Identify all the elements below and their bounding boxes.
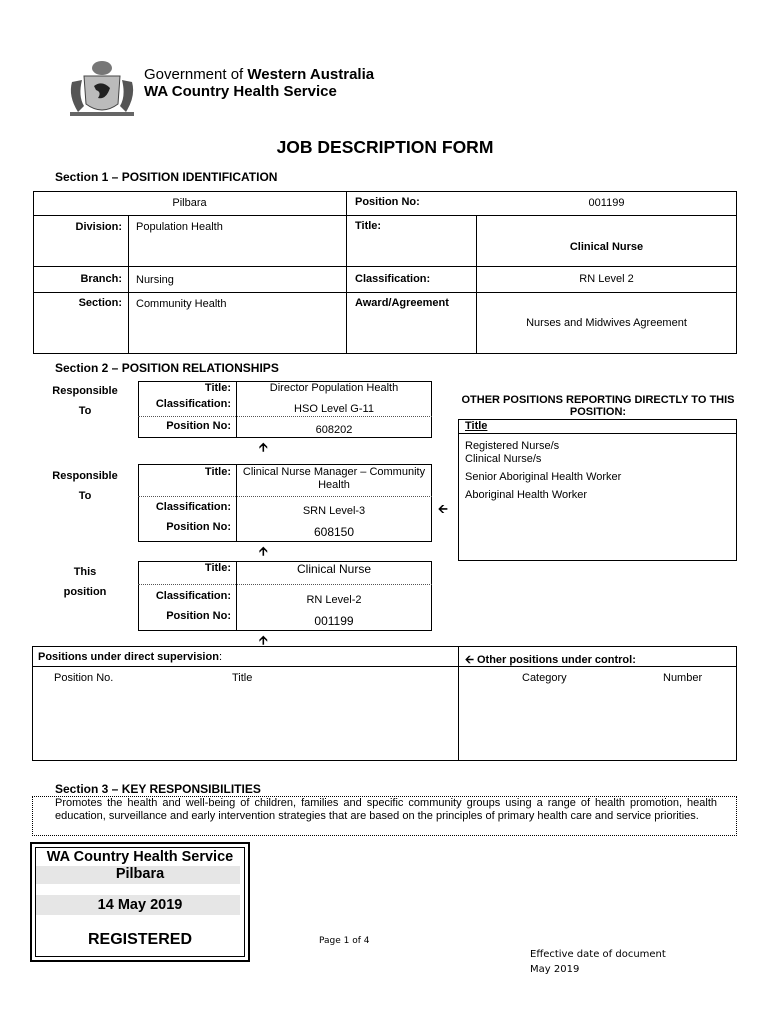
section3-heading: Section 3 – KEY RESPONSIBILITIES — [55, 782, 261, 796]
award-label: Award/Agreement — [355, 297, 449, 309]
col-number: Number — [663, 672, 703, 684]
form-title: JOB DESCRIPTION FORM — [276, 137, 494, 157]
direct-supervision-label: Positions under direct supervision: — [38, 651, 222, 663]
stamp-status: REGISTERED — [87, 931, 192, 948]
section-value: Community Health — [136, 298, 227, 310]
supervisor2-position-no: 608150 — [313, 525, 355, 539]
key-responsibilities-text: Promotes the health and well-being of children, families and specific community groups using a range of health promotion, health education, surveillance and early intervention strategies that are based on the principles of primary health care and service priorities. — [55, 797, 717, 822]
col-category: Category — [522, 672, 567, 684]
responsible-to-label-2: Responsible To — [52, 470, 118, 502]
arrow-up-icon: 🡩 — [259, 633, 268, 647]
other-control-label: 🡨 Other positions under control: — [465, 654, 636, 666]
effective-date-value: May 2019 — [530, 964, 580, 975]
stamp-date: 14 May 2019 — [97, 897, 183, 913]
other-title-item: Registered Nurse/s — [465, 440, 560, 452]
other-title-item: Clinical Nurse/s — [465, 453, 542, 465]
supervisor1-classification: HSO Level G-11 — [294, 403, 374, 415]
arrow-up-icon: 🡩 — [259, 440, 268, 454]
responsible-to-label-1: Responsible To — [52, 385, 118, 417]
this-position-label: This position — [63, 566, 107, 598]
division-value: Population Health — [136, 221, 223, 233]
branch-label: Branch: — [80, 273, 122, 285]
col-position-no: Position No. — [54, 672, 114, 684]
position-no-value: 001199 — [588, 197, 625, 209]
section1-heading: Section 1 – POSITION IDENTIFICATION — [55, 170, 278, 184]
stamp-organisation: WA Country Health Service — [46, 849, 234, 865]
classification-label: Classification: — [355, 273, 431, 285]
other-title-item: Senior Aboriginal Health Worker — [465, 471, 622, 483]
branch-value: Nursing — [136, 274, 174, 286]
supervisor2-classification: SRN Level-3 — [302, 505, 366, 517]
stamp-region: Pilbara — [115, 866, 165, 882]
effective-date-label: Effective date of document — [530, 949, 666, 960]
award-value: Nurses and Midwives Agreement — [526, 317, 687, 329]
page-number: Page 1 of 4 — [319, 936, 370, 946]
supervisor1-title: Director Population Health — [269, 382, 399, 394]
this-position-classification: RN Level-2 — [306, 594, 362, 606]
region-value: Pilbara — [172, 197, 207, 209]
government-line: Government of Western Australia — [144, 66, 375, 83]
other-title-label: Title — [465, 420, 488, 432]
section-label: Section: — [78, 297, 122, 309]
other-title-item: Aboriginal Health Worker — [465, 489, 588, 501]
wa-crest-logo — [66, 56, 138, 118]
health-service-line: WA Country Health Service — [144, 83, 337, 100]
position-no-label: Position No: — [355, 196, 420, 208]
arrow-up-icon: 🡩 — [259, 544, 268, 558]
section2-heading: Section 2 – POSITION RELATIONSHIPS — [55, 361, 279, 375]
col-title: Title — [232, 672, 253, 684]
title-label: Title: — [355, 220, 382, 232]
arrow-left-icon: 🡨 — [438, 502, 448, 516]
division-label: Division: — [75, 221, 122, 233]
other-positions-heading: OTHER POSITIONS REPORTING DIRECTLY TO THIS POSITION: — [461, 394, 735, 418]
title-value: Clinical Nurse — [569, 241, 644, 253]
this-position-title: Clinical Nurse — [296, 562, 372, 576]
classification-value: RN Level 2 — [579, 273, 634, 285]
this-position-no: 001199 — [314, 614, 354, 628]
supervisor1-position-no: 608202 — [315, 424, 353, 436]
supervisor2-title: Clinical Nurse Manager – Community Health — [242, 466, 426, 491]
